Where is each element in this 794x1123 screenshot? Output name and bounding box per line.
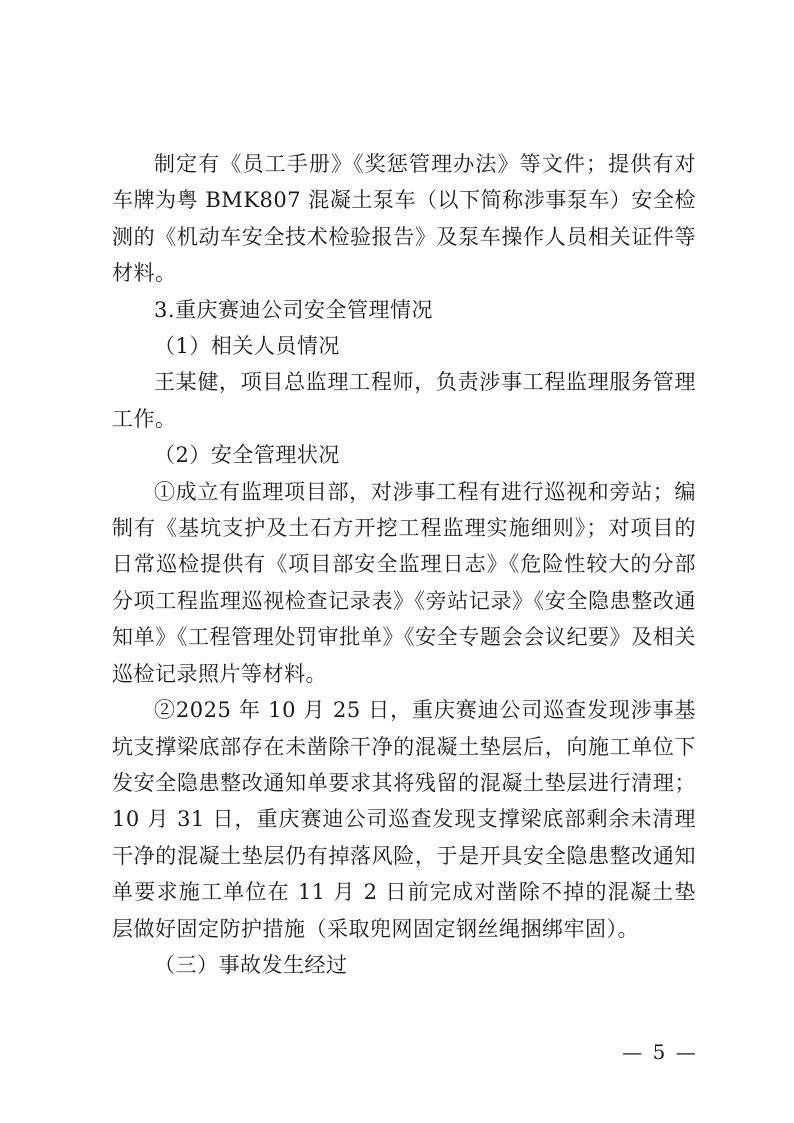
- paragraph-personnel: 王某健，项目总监理工程师，负责涉事工程监理服务管理工作。: [112, 370, 696, 431]
- section-heading-accident-process: （三）事故发生经过: [154, 952, 348, 977]
- paragraph-supervision-department: ①成立有监理项目部，对涉事工程有进行巡视和旁站；编制有《基坑支护及土石方开挖工程监理实施细则》；对项目的日常巡检提供有《项目部安全监理日志》《危险性较大的分部分项工程监理巡视检查记录表》《旁站记录》《安全隐患整改通知单》《工程管理处罚审批单》《安全专题会会议纪要》及相关巡检记录照片等材料。: [112, 479, 696, 686]
- section-heading-safety-management: 3.重庆赛迪公司安全管理情况: [154, 297, 434, 322]
- paragraph-documents-provided: 制定有《员工手册》《奖惩管理办法》等文件；提供有对车牌为粤 BMK807 混凝土泵车（以下简称涉事泵车）安全检测的《机动车安全技术检验报告》及泵车操作人员相关证件等材料。: [112, 152, 696, 286]
- body-text: [112, 146, 696, 983]
- subheading-safety-status: （2）安全管理状况: [154, 443, 340, 468]
- subheading-personnel: （1）相关人员情况: [154, 334, 340, 359]
- paragraph-inspection-findings: ②2025 年 10 月 25 日，重庆赛迪公司巡查发现涉事基坑支撑梁底部存在未凿除干净的混凝土垫层后，向施工单位下发安全隐患整改通知单要求其将残留的混凝土垫层进行清理；10 月 31 日，重庆赛迪公司巡查发现支撑梁底部剩余未清理干净的混凝土垫层仍有掉落风险，于是开具安全隐患整改通知单要求施工单位在 11 月 2 日前完成对凿除不掉的混凝土垫层做好固定防护措施（采取兜网固定钢丝绳捆绑牢固）。: [112, 698, 696, 941]
- page-number: — 5 —: [622, 1040, 698, 1064]
